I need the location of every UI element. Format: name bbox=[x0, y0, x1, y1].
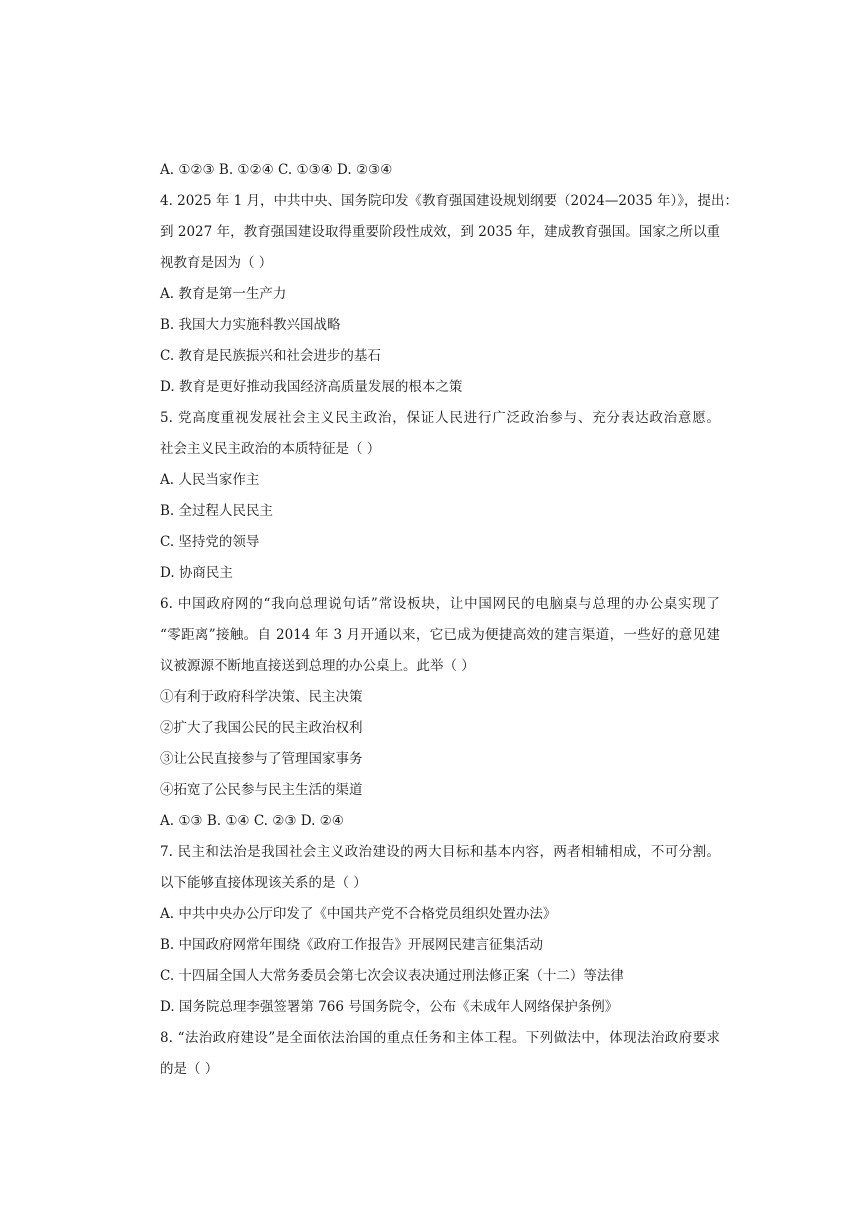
q4-option-c: C. 教育是民族振兴和社会进步的基石 bbox=[160, 348, 381, 364]
q7-option-c: C. 十四届全国人大常务委员会第七次会议表决通过刑法修正案（十二）等法律 bbox=[160, 968, 624, 984]
q4-stem-line-2: 到 2027 年，教育强国建设取得重要阶段性成效，到 2035 年，建成教育强国。国家之所以重 bbox=[160, 224, 720, 240]
q4-stem-line-1: 4. 2025 年 1 月，中共中央、国务院印发《教育强国建设规划纲要（2024—2035 年）》，提出： bbox=[160, 193, 738, 209]
q6-stem-line-1: 6. 中国政府网的“我向总理说句话”常设板块，让中国网民的电脑桌与总理的办公桌实现了 bbox=[160, 596, 720, 612]
q7-stem-line-2: 以下能够直接体现该关系的是（ ） bbox=[160, 875, 367, 891]
q8-stem-line-1: 8. “法治政府建设”是全面依法治国的重点任务和主体工程。下列做法中，体现法治政府要求 bbox=[160, 1030, 720, 1046]
q7-option-d: D. 国务院总理李强签署第 766 号国务院令，公布《未成年人网络保护条例》 bbox=[160, 999, 619, 1015]
q6-statement-4: ④拓宽了公民参与民主生活的渠道 bbox=[160, 782, 363, 798]
q5-option-a: A. 人民当家作主 bbox=[160, 472, 260, 488]
q6-options: A. ①③ B. ①④ C. ②③ D. ②④ bbox=[160, 813, 344, 829]
q5-option-d: D. 协商民主 bbox=[160, 565, 233, 581]
q5-stem-line-1: 5. 党高度重视发展社会主义民主政治，保证人民进行广泛政治参与、充分表达政治意愿。 bbox=[160, 410, 720, 426]
q4-option-a: A. 教育是第一生产力 bbox=[160, 286, 287, 302]
q3-options: A. ①②③ B. ①②④ C. ①③④ D. ②③④ bbox=[160, 162, 393, 178]
q6-statement-3: ③让公民直接参与了管理国家事务 bbox=[160, 751, 363, 767]
q5-option-c: C. 坚持党的领导 bbox=[160, 534, 260, 550]
q6-statement-2: ②扩大了我国公民的民主政治权利 bbox=[160, 720, 363, 736]
q7-stem-line-1: 7. 民主和法治是我国社会主义政治建设的两大目标和基本内容，两者相辅相成，不可分割。 bbox=[160, 844, 720, 860]
q7-option-a: A. 中共中央办公厅印发了《中国共产党不合格党员组织处置办法》 bbox=[160, 906, 557, 922]
q7-option-b: B. 中国政府网常年围绕《政府工作报告》开展网民建言征集活动 bbox=[160, 937, 544, 953]
q6-statement-1: ①有利于政府科学决策、民主决策 bbox=[160, 689, 363, 705]
q5-option-b: B. 全过程人民民主 bbox=[160, 503, 274, 519]
q4-stem-line-3: 视教育是因为（ ） bbox=[160, 255, 273, 271]
q4-option-b: B. 我国大力实施科教兴国战略 bbox=[160, 317, 341, 333]
q6-stem-line-2: “零距离”接触。自 2014 年 3 月开通以来，它已成为便捷高效的建言渠道，一些好的意见建 bbox=[160, 627, 720, 643]
q6-stem-line-3: 议被源源不断地直接送到总理的办公桌上。此举（ ） bbox=[160, 658, 475, 674]
q4-option-d: D. 教育是更好推动我国经济高质量发展的根本之策 bbox=[160, 379, 463, 395]
q5-stem-line-2: 社会主义民主政治的本质特征是（ ） bbox=[160, 441, 381, 457]
q8-stem-line-2: 的是（ ） bbox=[160, 1061, 219, 1077]
